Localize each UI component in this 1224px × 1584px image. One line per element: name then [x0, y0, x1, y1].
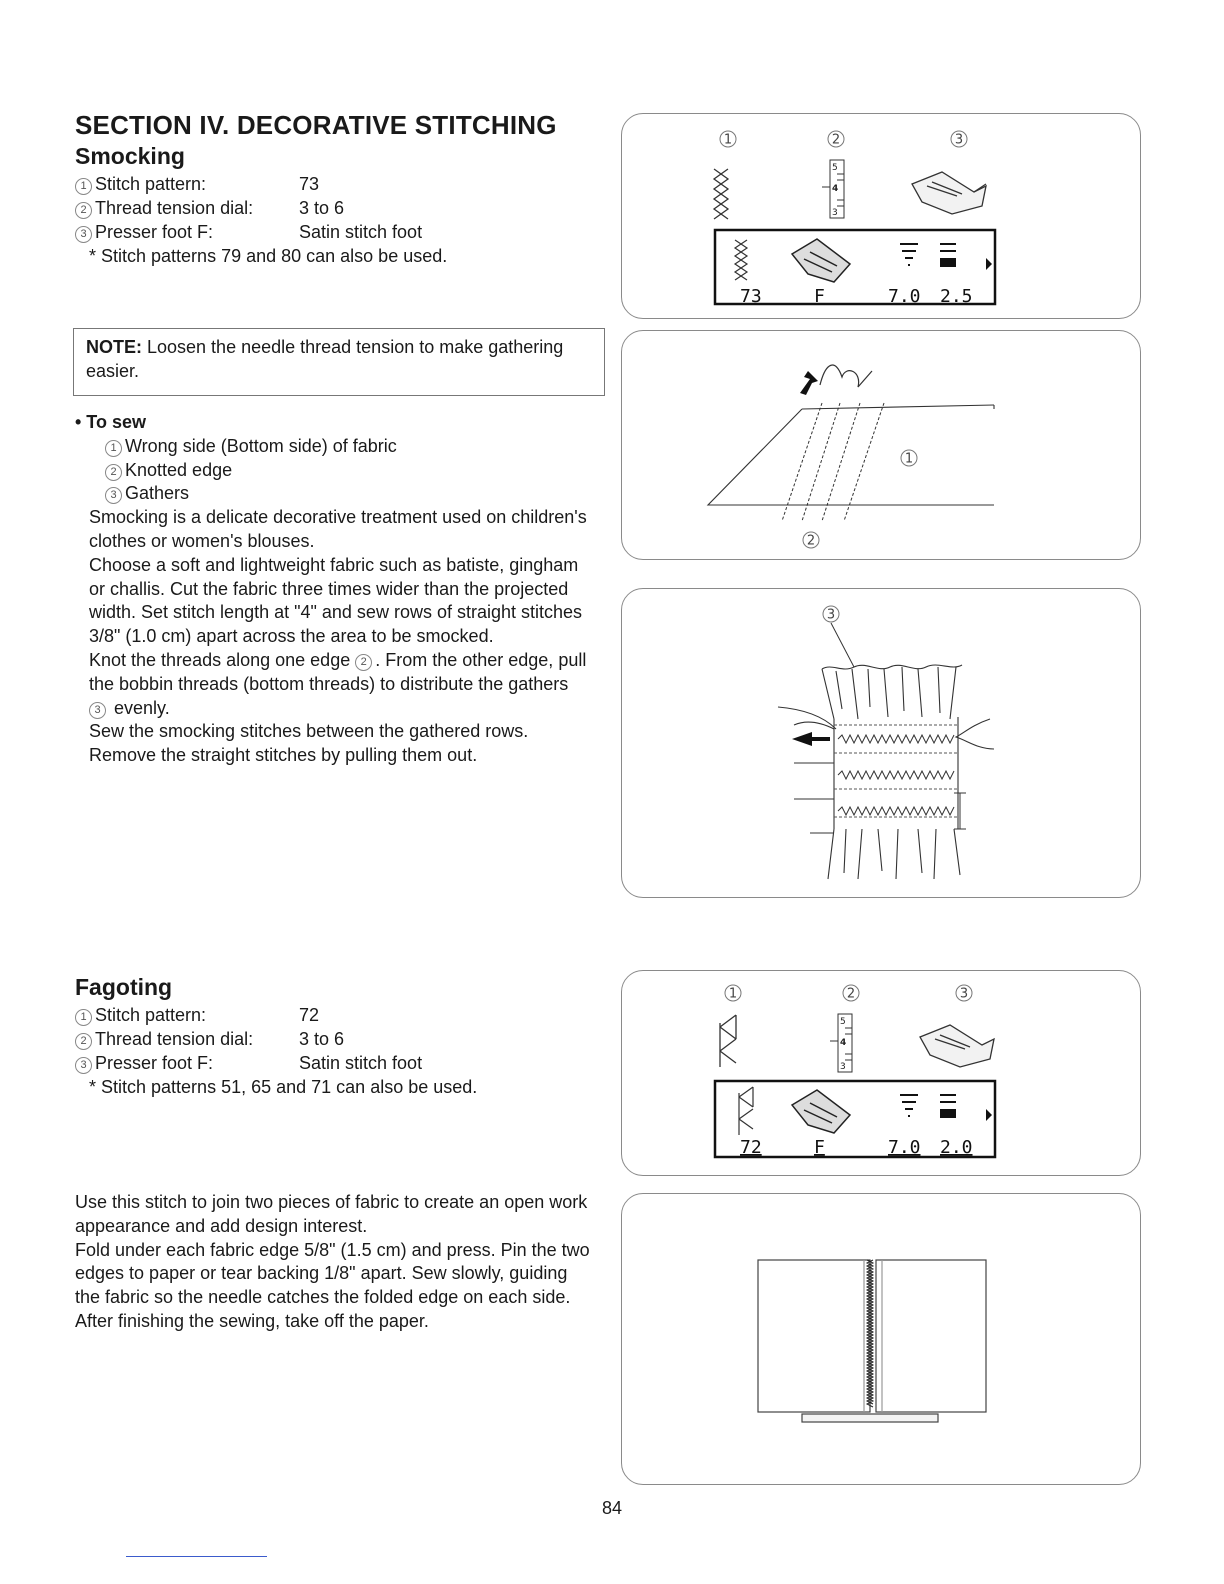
fagoting-stitch-icon	[720, 1015, 736, 1067]
fagoting-settings-figure	[622, 971, 1140, 1175]
row-leader-lines	[794, 763, 834, 833]
fagoting-result-panel	[621, 1193, 1141, 1485]
smocking-stitch-rows	[838, 735, 954, 815]
text-run: . From the other edge, pull the bobbin threads (bottom threads) to distribute the gathers	[89, 649, 587, 694]
smocking-paragraph: Choose a soft and lightweight fabric such as batiste, gingham or challis. Cut the fabric three times wider than the projected width. Set stitch length at "4" and sew rows of straight stitches 3/8" (1.0 cm) apart across the area to be smocked.	[89, 554, 583, 647]
tension-mark: 5	[832, 163, 838, 173]
spec-label: Presser foot F:	[95, 1053, 214, 1073]
spec-label: Thread tension dial:	[95, 1029, 254, 1049]
smocking-sewing-panel	[621, 330, 1141, 560]
smocking-paragraph	[89, 649, 590, 720]
to-sew-item-text: Wrong side (Bottom side) of fabric	[125, 435, 397, 456]
section-title: SECTION IV. DECORATIVE STITCHING	[75, 110, 557, 140]
lcd-length: 2.5	[940, 286, 973, 307]
callout-number: 3	[89, 702, 106, 719]
spec-row	[75, 172, 447, 196]
presser-foot-icon	[920, 1025, 994, 1067]
tension-mark: 4	[840, 1038, 847, 1048]
callout-number: 3	[105, 487, 122, 504]
spec-label: Presser foot F:	[95, 222, 214, 242]
callout-number: 3	[75, 1057, 92, 1074]
callout-3: 3	[959, 986, 969, 1002]
spec-value: Satin stitch foot	[299, 1053, 423, 1073]
stitch-rows	[782, 403, 884, 521]
smocking-stitch-icon	[714, 169, 728, 219]
tension-dial-icon	[830, 1014, 852, 1072]
callout-number: 1	[75, 1009, 92, 1026]
fagoting-specs	[75, 1003, 477, 1099]
lcd-tension: 7.0	[888, 286, 921, 307]
callout-number: 1	[75, 178, 92, 195]
note-label: NOTE:	[86, 337, 142, 357]
tension-dial-icon	[822, 160, 844, 218]
row-spacing-marker	[954, 793, 966, 829]
smocking-paragraph: Sew the smocking stitches between the gathered rows.	[89, 721, 529, 742]
fagoting-instructions	[75, 1191, 595, 1334]
note-text: Loosen the needle thread tension to make gathering easier.	[86, 337, 564, 381]
callout-2: 2	[846, 986, 856, 1002]
fagoting-paragraph: Use this stitch to join two pieces of fabric to create an open work appearance and add design interest.	[75, 1192, 588, 1236]
smocking-paragraph: Smocking is a delicate decorative treatment used on children's clothes or women's blouses.	[89, 507, 587, 551]
spec-label: Thread tension dial:	[95, 198, 254, 218]
fagoting-paragraph: Fold under each fabric edge 5/8" (1.5 cm) and press. Pin the two edges to paper or tear backing 1/8" apart. Sew slowly, guiding the fabric so the needle catches the folded edge on each side.	[75, 1239, 590, 1308]
to-sew-item	[75, 459, 590, 483]
tension-mark: 3	[832, 208, 838, 218]
spec-value: 73	[299, 174, 320, 194]
lcd-pattern: 73	[740, 286, 762, 307]
spec-label: Stitch pattern:	[95, 174, 207, 194]
callout-leader	[831, 623, 854, 667]
smocking-settings-panel	[621, 113, 1141, 319]
smocking-instructions	[75, 411, 590, 768]
spec-row	[75, 1027, 477, 1051]
callout-2: 2	[806, 533, 816, 549]
fagoting-footnote: * Stitch patterns 51, 65 and 71 can also be used.	[89, 1077, 478, 1097]
fagoting-heading: Fagoting	[75, 974, 173, 1000]
callout-number: 3	[75, 226, 92, 243]
callout-number: 2	[105, 464, 122, 481]
tension-mark: 5	[840, 1017, 846, 1027]
spec-row	[75, 220, 447, 244]
spec-row	[75, 1051, 477, 1075]
callout-1: 1	[723, 132, 733, 148]
text-run: evenly.	[109, 697, 170, 718]
spec-value: Satin stitch foot	[299, 222, 423, 242]
callout-1: 1	[728, 986, 738, 1002]
fabric-illustration	[708, 405, 994, 505]
pull-arrow-icon	[792, 732, 830, 746]
callout-number: 2	[75, 202, 92, 219]
callout-3: 3	[826, 607, 836, 623]
to-sew-item-text: Gathers	[125, 483, 190, 504]
callout-2: 2	[831, 132, 841, 148]
hand-icon	[820, 365, 872, 387]
lcd-tension: 7.0	[888, 1137, 921, 1158]
smocking-result-figure	[622, 589, 1140, 897]
smocking-settings-figure	[622, 114, 1140, 318]
callout-1: 1	[904, 451, 914, 467]
fagoting-result-figure	[622, 1194, 1140, 1484]
callout-number: 2	[355, 654, 372, 671]
spec-value: 3 to 6	[299, 198, 345, 218]
callout-3: 3	[954, 132, 964, 148]
text-run: Knot the threads along one edge	[89, 649, 356, 670]
smocking-footnote: * Stitch patterns 79 and 80 can also be used.	[89, 246, 448, 266]
smocking-sewing-figure	[622, 331, 1140, 559]
to-sew-item-text: Knotted edge	[125, 459, 233, 480]
spec-label: Stitch pattern:	[95, 1005, 207, 1025]
fagoting-paragraph: After finishing the sewing, take off the paper.	[75, 1310, 429, 1331]
lcd-foot: F	[814, 1137, 825, 1158]
footer-rule	[126, 1556, 267, 1557]
page-number: 84	[601, 1498, 623, 1518]
smocking-paragraph: Remove the straight stitches by pulling them out.	[89, 745, 478, 766]
to-sew-heading: • To sew	[75, 412, 146, 432]
spec-row	[75, 1003, 477, 1027]
tension-mark: 3	[840, 1062, 846, 1072]
presser-foot-icon	[912, 172, 986, 214]
callout-number: 1	[105, 440, 122, 457]
lcd-pattern: 72	[740, 1137, 762, 1158]
spec-value: 72	[299, 1005, 320, 1025]
smocking-result-panel	[621, 588, 1141, 898]
smocking-heading: Smocking	[75, 143, 185, 169]
tension-mark: 4	[832, 184, 839, 194]
spec-value: 3 to 6	[299, 1029, 345, 1049]
spec-row	[75, 196, 447, 220]
smocking-specs	[75, 172, 447, 268]
direction-arrow-icon	[800, 371, 818, 395]
fagoting-settings-panel	[621, 970, 1141, 1176]
callout-number: 2	[75, 1033, 92, 1050]
lcd-length: 2.0	[940, 1137, 973, 1158]
to-sew-item	[75, 435, 590, 459]
to-sew-item	[75, 482, 590, 506]
note-box	[73, 328, 605, 396]
lcd-foot: F	[814, 286, 825, 307]
